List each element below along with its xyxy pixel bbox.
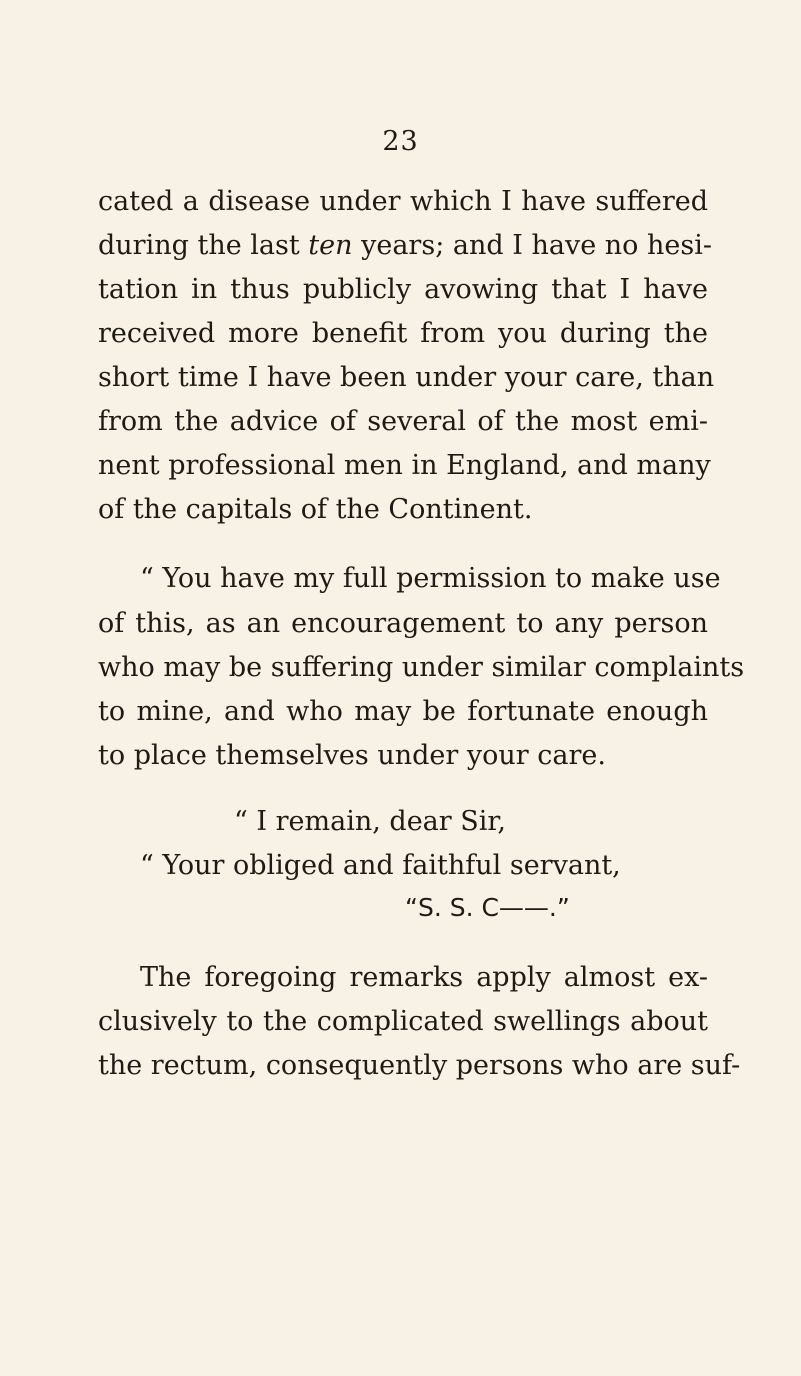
text-line: The foregoing remarks apply almost ex- (140, 962, 708, 993)
text-line: short time I have been under your care, than (98, 362, 715, 393)
text-line: tation in thus publicly avowing that I have (98, 274, 708, 305)
text-segment: during the last (98, 230, 309, 261)
text-line: received more benefit from you during the (98, 318, 708, 349)
text-line: of the capitals of the Continent. (98, 494, 533, 525)
closing-salutation: “ I remain, dear Sir, (234, 806, 506, 837)
closing-complimentary: “ Your obliged and faithful servant, (140, 850, 621, 881)
closing-signature: “S. S. C——.” (405, 893, 570, 922)
text-line: from the advice of several of the most emi- (98, 406, 708, 437)
text-line: nent professional men in England, and many (98, 450, 711, 481)
emphasized-word: ten (308, 230, 353, 261)
text-segment: years; and I have no hesi- (352, 230, 712, 261)
text-line: “ You have my full permission to make use (140, 563, 721, 594)
text-line: to mine, and who may be fortunate enough (98, 696, 708, 727)
text-line: cated a disease under which I have suffered (98, 186, 708, 217)
text-line: who may be suffering under similar complaints (98, 652, 745, 683)
text-line (98, 228, 712, 264)
text-line: to place themselves under your care. (98, 740, 606, 771)
text-line: of this, as an encouragement to any person (98, 608, 708, 639)
text-line: clusively to the complicated swellings about (98, 1006, 708, 1037)
text-line: the rectum, consequently persons who are suf- (98, 1050, 741, 1081)
page-number: 23 (382, 126, 419, 157)
